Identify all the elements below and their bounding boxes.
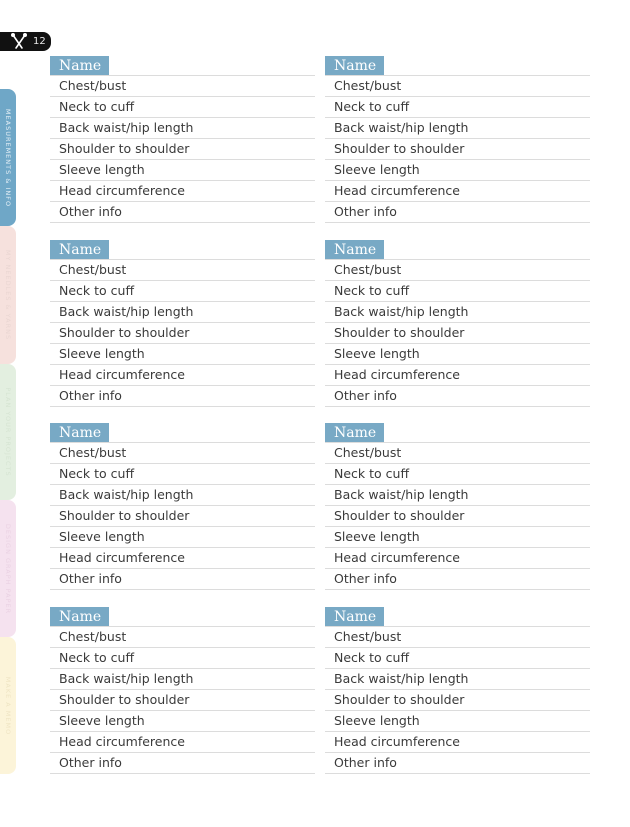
field-back-waist-hip-length[interactable]: Back waist/hip length [325,485,590,506]
field-other-info[interactable]: Other info [50,202,315,223]
field-head-circumference[interactable]: Head circumference [50,365,315,386]
side-tab-measurements[interactable] [0,89,16,226]
name-label[interactable]: Name [50,240,109,259]
field-other-info[interactable]: Other info [325,569,590,590]
name-label[interactable]: Name [325,423,384,442]
field-back-waist-hip-length[interactable]: Back waist/hip length [50,302,315,323]
field-head-circumference[interactable]: Head circumference [325,181,590,202]
side-tab-plan-projects[interactable] [0,364,16,500]
name-label[interactable]: Name [50,423,109,442]
field-neck-to-cuff[interactable]: Neck to cuff [50,281,315,302]
field-sleeve-length[interactable]: Sleeve length [325,344,590,365]
field-sleeve-length[interactable]: Sleeve length [50,160,315,181]
field-shoulder-to-shoulder[interactable]: Shoulder to shoulder [50,323,315,344]
field-sleeve-length[interactable]: Sleeve length [50,344,315,365]
field-back-waist-hip-length[interactable]: Back waist/hip length [325,302,590,323]
field-shoulder-to-shoulder[interactable]: Shoulder to shoulder [50,506,315,527]
field-back-waist-hip-length[interactable]: Back waist/hip length [325,669,590,690]
field-other-info[interactable]: Other info [50,386,315,407]
field-shoulder-to-shoulder[interactable]: Shoulder to shoulder [50,690,315,711]
field-chest-bust[interactable]: Chest/bust [325,76,590,97]
side-tab-make-memo[interactable] [0,637,16,774]
field-back-waist-hip-length[interactable]: Back waist/hip length [50,118,315,139]
field-head-circumference[interactable]: Head circumference [325,732,590,753]
field-chest-bust[interactable]: Chest/bust [50,76,315,97]
field-other-info[interactable]: Other info [50,753,315,774]
field-shoulder-to-shoulder[interactable]: Shoulder to shoulder [50,139,315,160]
side-tab-label: MAKE A MEMO [4,676,12,735]
field-head-circumference[interactable]: Head circumference [325,365,590,386]
field-shoulder-to-shoulder[interactable]: Shoulder to shoulder [325,139,590,160]
field-other-info[interactable]: Other info [325,386,590,407]
field-sleeve-length[interactable]: Sleeve length [50,711,315,732]
page-number: 12 [33,36,46,47]
field-chest-bust[interactable]: Chest/bust [50,260,315,281]
side-tab-graph-paper[interactable] [0,500,16,637]
field-neck-to-cuff[interactable]: Neck to cuff [50,464,315,485]
field-neck-to-cuff[interactable]: Neck to cuff [50,648,315,669]
field-neck-to-cuff[interactable]: Neck to cuff [325,97,590,118]
side-tab-label: MEASUREMENTS & INFO [4,108,12,207]
field-sleeve-length[interactable]: Sleeve length [325,527,590,548]
field-sleeve-length[interactable]: Sleeve length [325,711,590,732]
side-tab-label: PLAN YOUR PROJECTS [4,387,12,477]
field-chest-bust[interactable]: Chest/bust [50,627,315,648]
field-chest-bust[interactable]: Chest/bust [325,260,590,281]
field-other-info[interactable]: Other info [50,569,315,590]
field-back-waist-hip-length[interactable]: Back waist/hip length [50,669,315,690]
field-other-info[interactable]: Other info [325,202,590,223]
field-head-circumference[interactable]: Head circumference [50,732,315,753]
field-shoulder-to-shoulder[interactable]: Shoulder to shoulder [325,323,590,344]
name-label[interactable]: Name [325,56,384,75]
name-label[interactable]: Name [325,607,384,626]
field-neck-to-cuff[interactable]: Neck to cuff [325,464,590,485]
knitting-needles-icon [9,32,29,51]
field-sleeve-length[interactable]: Sleeve length [50,527,315,548]
side-tab-label: MY NEEDLES & YARNS [4,249,12,341]
field-head-circumference[interactable]: Head circumference [50,548,315,569]
page-number-tab [0,32,51,51]
field-back-waist-hip-length[interactable]: Back waist/hip length [50,485,315,506]
field-head-circumference[interactable]: Head circumference [50,181,315,202]
side-tab-needles-yarns[interactable] [0,226,16,364]
field-sleeve-length[interactable]: Sleeve length [325,160,590,181]
field-back-waist-hip-length[interactable]: Back waist/hip length [325,118,590,139]
field-neck-to-cuff[interactable]: Neck to cuff [325,648,590,669]
field-other-info[interactable]: Other info [325,753,590,774]
field-shoulder-to-shoulder[interactable]: Shoulder to shoulder [325,506,590,527]
side-tab-label: DESIGN GRAPH PAPER [4,523,12,614]
name-label[interactable]: Name [50,607,109,626]
field-shoulder-to-shoulder[interactable]: Shoulder to shoulder [325,690,590,711]
field-chest-bust[interactable]: Chest/bust [50,443,315,464]
field-chest-bust[interactable]: Chest/bust [325,443,590,464]
name-label[interactable]: Name [325,240,384,259]
field-head-circumference[interactable]: Head circumference [325,548,590,569]
field-neck-to-cuff[interactable]: Neck to cuff [50,97,315,118]
name-label[interactable]: Name [50,56,109,75]
field-neck-to-cuff[interactable]: Neck to cuff [325,281,590,302]
field-chest-bust[interactable]: Chest/bust [325,627,590,648]
